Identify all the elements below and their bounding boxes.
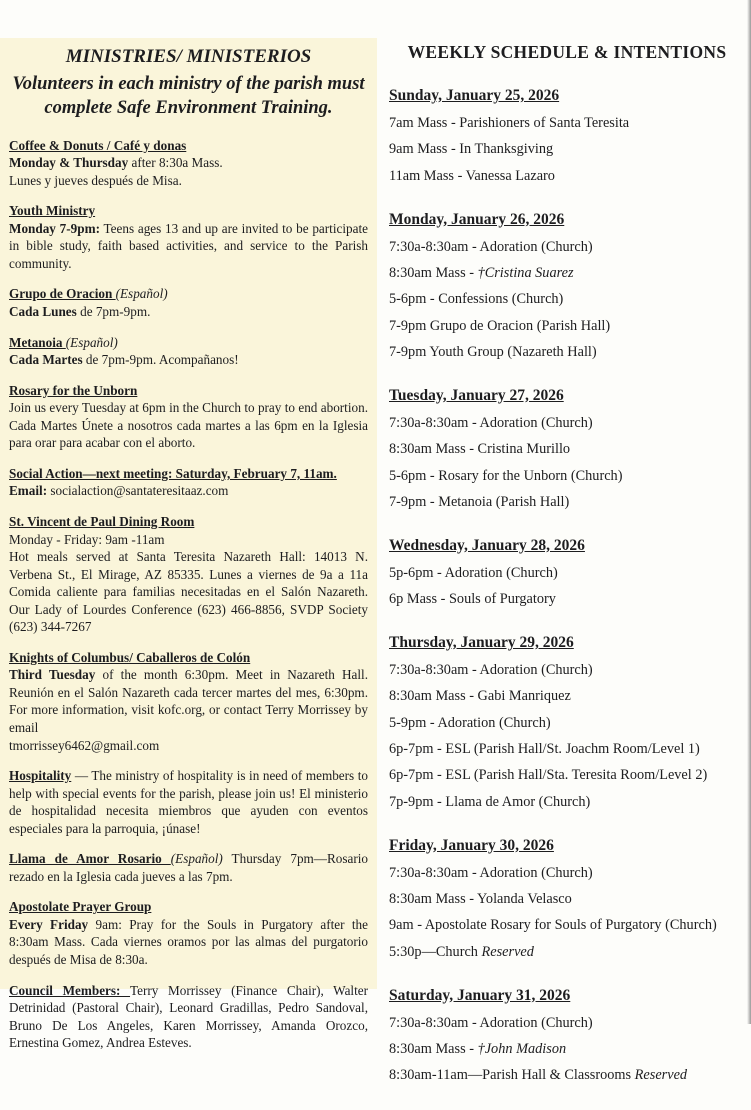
text-run: 11am Mass - Vanessa Lazaro [389, 167, 555, 184]
schedule-item [389, 141, 745, 159]
text-run: 5-6pm - Confessions (Church) [389, 291, 564, 308]
schedule-item [389, 565, 745, 583]
text-run: 7-9pm Youth Group (Nazareth Hall) [389, 344, 597, 361]
text-run: 5-9pm - Adoration (Church) [389, 714, 551, 731]
ministry-section [9, 202, 368, 272]
schedule-item [389, 441, 745, 459]
schedule-item [389, 344, 745, 362]
text-run: — The ministry of hospitality is in need of members to help with special events for the parish, please join us! El ministerio de hospitalidad necesita miembros que ayuden con eventos especiales para la parroquia, ¡únase! [9, 768, 368, 836]
schedule-day-block [389, 837, 745, 962]
schedule-item [389, 794, 745, 812]
schedule-item [389, 1067, 745, 1085]
schedule-item [389, 291, 745, 309]
ministry-paragraph [9, 137, 368, 155]
text-run: 9am - Apostolate Rosary for Souls of Purgatory (Church) [389, 917, 717, 934]
schedule-item [389, 891, 745, 909]
text-run: Reserved [481, 943, 534, 960]
text-run: socialaction@santateresitaaz.com [47, 483, 229, 499]
schedule-day-block [389, 87, 745, 186]
text-run: St. Vincent de Paul Dining Room [9, 513, 195, 529]
ministry-paragraph [9, 548, 368, 636]
ministry-paragraph [9, 531, 368, 549]
schedule-item [389, 318, 745, 336]
ministry-section [9, 465, 368, 500]
text-run: Monday - Friday: 9am -11am [9, 531, 165, 547]
day-header: Monday, January 26, 2026 [389, 210, 565, 228]
text-run: Social Action—next meeting: Saturday, February 7, 11am. [9, 465, 337, 481]
day-header: Wednesday, January 28, 2026 [389, 536, 585, 554]
day-header: Friday, January 30, 2026 [389, 836, 554, 854]
text-run: of the month 6:30pm. Meet in Nazareth Hall. Reunión en el Salón Nazareth cada tercer martes del mes, 6:30pm. For more information, visit kofc.org, or contact Terry Morrissey by email [9, 667, 368, 735]
text-run: 6p-7pm - ESL (Parish Hall/St. Joachm Room/Level 1) [389, 741, 700, 758]
ministry-section [9, 898, 368, 968]
schedule-day-block [389, 387, 745, 512]
text-run: de 7pm-9pm. [76, 304, 151, 320]
text-run: 5p-6pm - Adoration (Church) [389, 564, 558, 581]
schedule-item [389, 468, 745, 486]
schedule-item [389, 168, 745, 186]
text-run: 9am Mass - In Thanksgiving [389, 141, 554, 158]
ministry-paragraph [9, 916, 368, 969]
weekly-schedule-title: WEEKLY SCHEDULE & INTENTIONS [407, 42, 727, 62]
text-run: 8:30am Mass - Gabi Manriquez [389, 688, 571, 705]
text-run: Youth Ministry [9, 203, 96, 219]
schedule-item [389, 265, 745, 283]
text-run: 6p Mass - Souls of Purgatory [389, 591, 556, 608]
ministry-section [9, 982, 368, 1052]
page-edge-shadow [747, 0, 751, 1024]
weekly-schedule-panel [389, 42, 745, 1110]
schedule-item [389, 917, 745, 935]
text-run: Teens ages 13 and up are invited to be participate in bible study, faith based activities, and service to the Parish community. [9, 220, 368, 271]
text-run: Cada Lunes [9, 304, 77, 320]
schedule-item [389, 688, 745, 706]
ministry-paragraph [9, 172, 368, 190]
text-run: 8:30am Mass - Yolanda Velasco [389, 891, 572, 908]
text-run: de 7pm-9pm. Acompañanos! [82, 352, 239, 368]
day-header: Tuesday, January 27, 2026 [389, 386, 564, 404]
schedule-item [389, 494, 745, 512]
schedule-days [389, 87, 745, 1085]
ministry-paragraph [9, 303, 368, 321]
ministries-subtitle: Volunteers in each ministry of the parish must complete Safe Environment Training. [12, 74, 365, 118]
text-run: Metanoia [9, 334, 66, 350]
schedule-item [389, 1041, 745, 1059]
text-run: Grupo de Oracion [9, 286, 116, 302]
text-run: Terry Morrissey (Finance Chair), Walter Detrinidad (Pastoral Chair), Leonard Gradillas, Pedro Sandoval, Bruno De Los Angeles, Karen Morrissey, Amanda Orozco, Ernestina Gomez, Andrea Esteves. [9, 982, 368, 1051]
text-run: 7am Mass - Parishioners of Santa Teresita [389, 115, 630, 131]
schedule-day-block [389, 211, 745, 362]
ministry-sections [9, 137, 368, 1052]
text-run: Knights of Columbus/ Caballeros de Colón [9, 649, 251, 665]
schedule-day-block [389, 537, 745, 609]
ministry-section [9, 850, 368, 885]
text-run: 5:30p—Church [389, 943, 482, 960]
ministry-paragraph [9, 382, 368, 400]
day-header: Thursday, January 29, 2026 [389, 634, 574, 652]
text-run: Llama de Amor Rosario [9, 851, 171, 867]
text-run: after 8:30a Mass. [128, 155, 223, 171]
schedule-item [389, 741, 745, 759]
text-run: 7p-9pm - Llama de Amor (Church) [389, 793, 591, 810]
ministry-paragraph [9, 399, 368, 452]
schedule-item [389, 662, 745, 680]
ministry-section [9, 513, 368, 636]
text-run: 8:30am Mass - [389, 1040, 478, 1057]
schedule-item [389, 865, 745, 883]
text-run: 7-9pm - Metanoia (Parish Hall) [389, 493, 570, 510]
text-run: (Español) [170, 851, 223, 867]
ministry-paragraph [9, 351, 368, 369]
ministries-title: MINISTRIES/ MINISTERIOS [65, 46, 312, 67]
text-run: 7:30a-8:30am - Adoration (Church) [389, 238, 593, 255]
schedule-item [389, 715, 745, 733]
text-run: Lunes y jueves después de Misa. [9, 172, 182, 188]
text-run: Third Tuesday [9, 667, 96, 683]
ministry-paragraph [9, 285, 368, 303]
text-run: Thursday 7pm—Rosario rezado en la Iglesia cada jueves a las 7pm. [9, 851, 369, 884]
ministry-paragraph [9, 767, 368, 837]
ministry-paragraph [9, 649, 368, 667]
ministry-section [9, 382, 368, 452]
schedule-item [389, 115, 745, 133]
schedule-item [389, 944, 745, 962]
ministry-section [9, 334, 368, 369]
ministry-paragraph [9, 465, 368, 483]
ministry-section [9, 649, 368, 754]
text-run: 7:30a-8:30am - Adoration (Church) [389, 414, 593, 431]
ministry-paragraph [9, 513, 368, 531]
ministry-paragraph [9, 482, 368, 500]
text-run: 7:30a-8:30am - Adoration (Church) [389, 864, 593, 881]
ministry-section [9, 767, 368, 837]
text-run: Coffee & Donuts / Café y donas [9, 137, 187, 153]
ministry-paragraph [9, 334, 368, 352]
ministry-paragraph [9, 850, 368, 885]
ministry-paragraph [9, 220, 368, 273]
schedule-item [389, 591, 745, 609]
text-run: Apostolate Prayer Group [9, 899, 152, 915]
text-run: Hospitality [9, 768, 72, 784]
text-run: tmorrissey6462@gmail.com [9, 737, 160, 753]
text-run: Monday & Thursday [9, 155, 129, 171]
ministries-panel [0, 38, 377, 1051]
text-run: 8:30am Mass - Cristina Murillo [389, 441, 571, 458]
text-run: (Español) [65, 334, 118, 350]
ministry-paragraph [9, 898, 368, 916]
text-run: (Español) [115, 286, 168, 302]
ministry-paragraph [9, 154, 368, 172]
text-run: 5-6pm - Rosary for the Unborn (Church) [389, 467, 623, 484]
text-run: †Cristina Suarez [477, 264, 574, 281]
ministry-paragraph [9, 982, 368, 1052]
text-run: Council Members: [9, 982, 131, 998]
text-run: Rosary for the Unborn [9, 382, 138, 398]
text-run: 7-9pm Grupo de Oracion (Parish Hall) [389, 317, 611, 334]
text-run: Join us every Tuesday at 6pm in the Church to pray to end abortion. Cada Martes Únete a nosotros cada martes a las 6pm en la Iglesia para orar para acabar con el aborto. [9, 400, 368, 451]
ministry-section [9, 285, 368, 320]
ministry-paragraph [9, 666, 368, 736]
schedule-item [389, 415, 745, 433]
text-run: Email: [9, 483, 48, 499]
text-run: Monday 7-9pm: [9, 220, 100, 236]
ministry-section [9, 137, 368, 190]
ministry-paragraph [9, 737, 368, 755]
day-header: Saturday, January 31, 2026 [389, 986, 571, 1004]
text-run: 8:30am-11am—Parish Hall & Classrooms [389, 1067, 635, 1084]
schedule-item [389, 239, 745, 257]
text-run: Every Friday [9, 916, 89, 932]
text-run: Hot meals served at Santa Teresita Nazareth Hall: 14013 N. Verbena St., El Mirage, AZ 85335. Lunes a viernes de 9a a 11a Comida caliente para familias necesitadas en el Salón Nazareth. Our Lady of Lourdes Conference (623) 466-8856, SVDP Society (623) 344-7267 [9, 549, 368, 635]
text-run: Reserved [634, 1067, 688, 1084]
text-run: 8:30am Mass - [389, 264, 478, 281]
day-header: Sunday, January 25, 2026 [389, 87, 560, 104]
ministry-paragraph [9, 202, 368, 220]
schedule-day-block [389, 634, 745, 812]
schedule-day-block [389, 987, 745, 1086]
text-run: 7:30a-8:30am - Adoration (Church) [389, 1014, 593, 1031]
text-run: †John Madison [477, 1040, 567, 1057]
text-run: 6p-7pm - ESL (Parish Hall/Sta. Teresita Room/Level 2) [389, 767, 708, 784]
text-run: 7:30a-8:30am - Adoration (Church) [389, 662, 593, 679]
schedule-item [389, 767, 745, 785]
text-run: Cada Martes [9, 352, 83, 368]
text-run: 9am: Pray for the Souls in Purgatory after the 8:30am Mass. Cada viernes oramos por las almas del purgatorio después de Misa de 8:30a. [9, 916, 368, 967]
